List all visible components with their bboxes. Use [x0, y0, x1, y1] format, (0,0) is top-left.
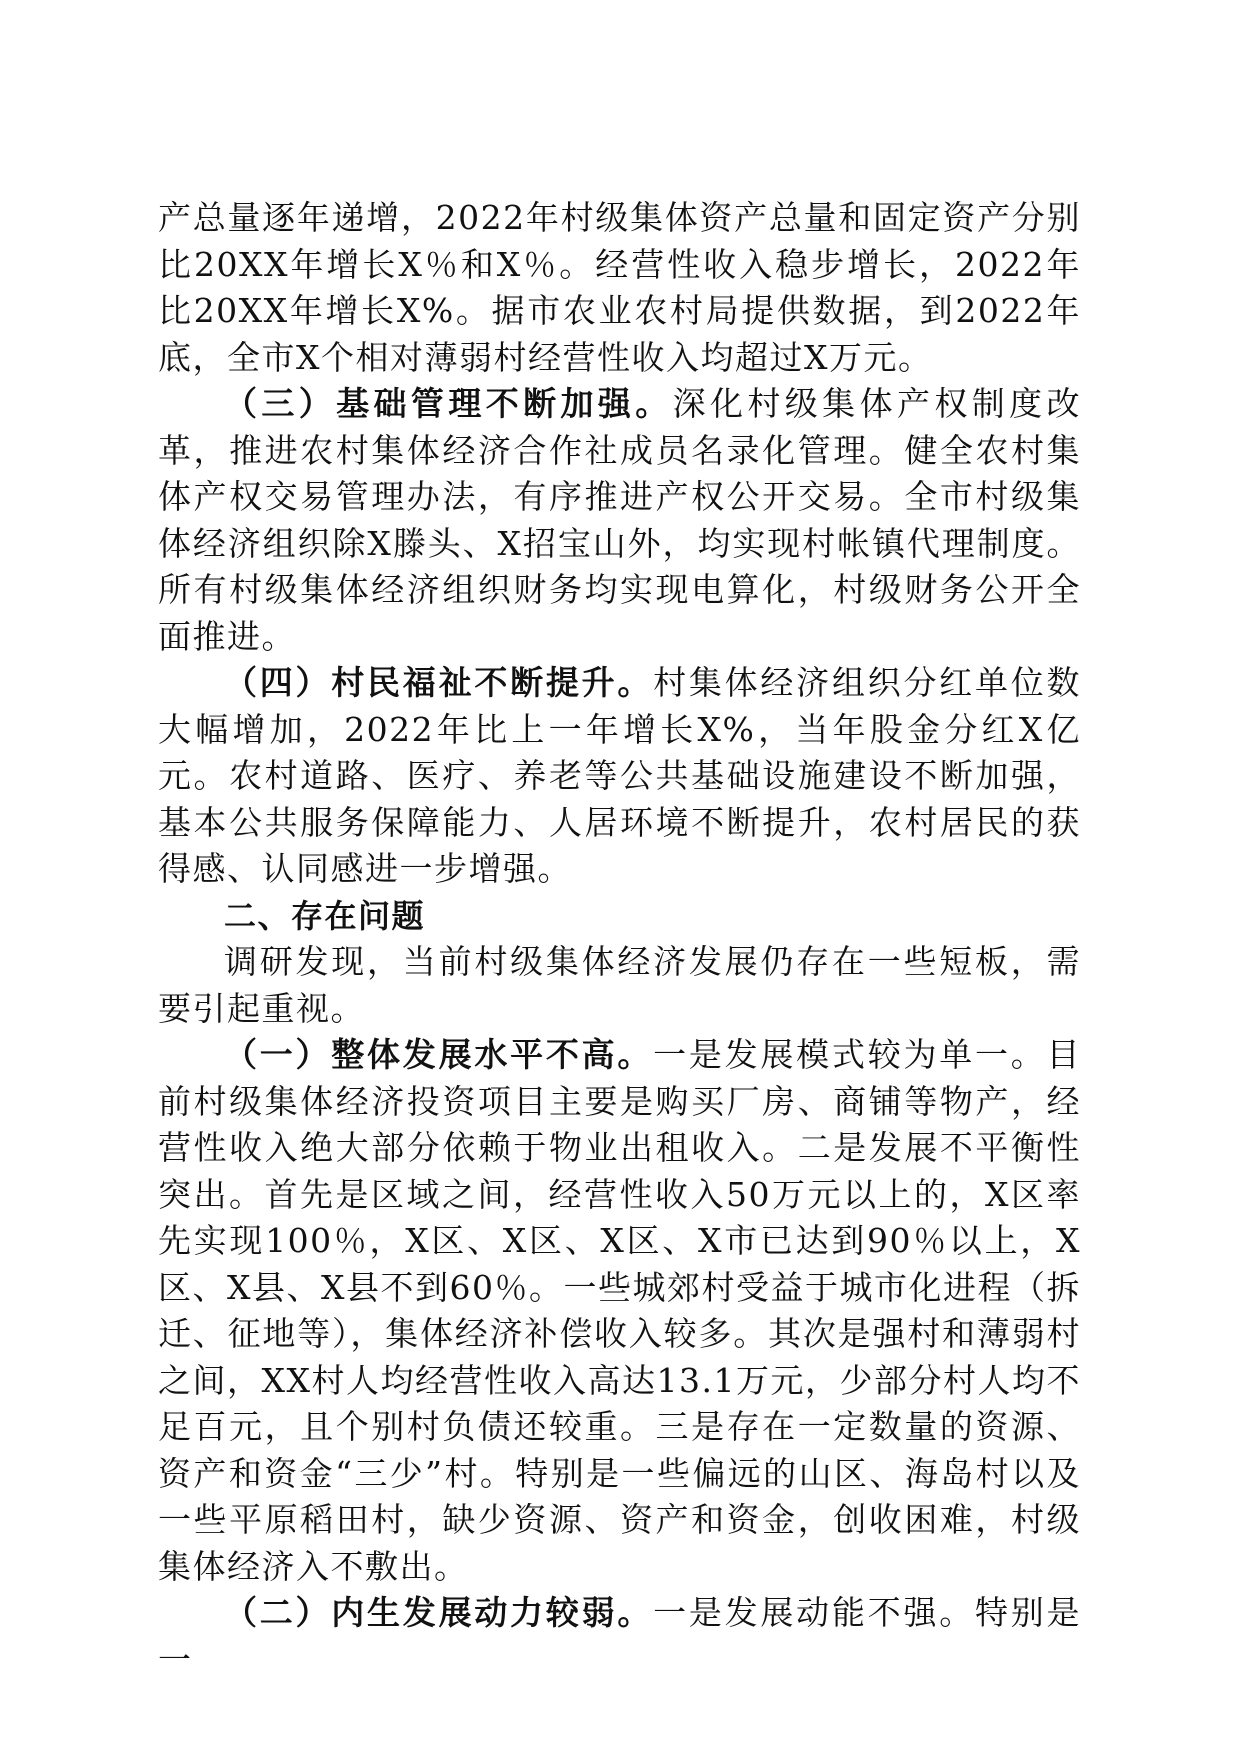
subsection-heading: （二）内生发展动力较弱。 — [224, 1593, 654, 1632]
paragraph-internal-drive — [158, 1590, 1081, 1683]
paragraph-text: 产总量逐年递增，2022年村级集体资产总量和固定资产分别比20XX年增长X％和X％。经营性收入稳步增长，2022年比20XX年增长X%。据市农业农村局提供数据，到2022年底，全市X个相对薄弱村经营性收入均超过X万元。 — [158, 198, 1081, 377]
subsection-heading: （三）基础管理不断加强。 — [224, 384, 673, 423]
subsection-heading: （四）村民福祉不断提升。 — [224, 663, 654, 702]
paragraph-overall-level — [158, 1032, 1081, 1590]
paragraph-text: 一是发展动能不强。特别是一 — [158, 1593, 1082, 1679]
paragraph-text: 村集体经济组织分红单位数大幅增加，2022年比上一年增长X%，当年股金分红X亿元。农村道路、医疗、养老等公共基础设施建设不断加强，基本公共服务保障能力、人居环境不断提升，农村居民的获得感、认同感进一步增强。 — [158, 663, 1082, 888]
paragraph-text: 一是发展模式较为单一。目前村级集体经济投资项目主要是购买厂房、商铺等物产，经营性收入绝大部分依赖于物业出租收入。二是发展不平衡性突出。首先是区域之间，经营性收入50万元以上的，X区率先实现100％，X区、X区、X区、X市已达到90％以上，X区、X县、X县不到60％。一些城郊村受益于城市化进程（拆迁、征地等），集体经济补偿收入较多。其次是强村和薄弱村之间，XX村人均经营性收入高达13.1万元，少部分村人均不足百元，且个别村负债还较重。三是存在一定数量的资源、资产和资金“三少”村。特别是一些偏远的山区、海岛村以及一些平原稻田村，缺少资源、资产和资金，创收困难，村级集体经济入不敷出。 — [158, 1035, 1082, 1586]
subsection-heading: （一）整体发展水平不高。 — [224, 1035, 654, 1074]
paragraph-asset-growth — [158, 195, 1081, 381]
section-title-problems: 二、存在问题 — [224, 896, 426, 935]
paragraph-basic-management — [158, 381, 1081, 660]
paragraph-villager-welfare — [158, 660, 1081, 893]
paragraph-problems-intro — [158, 939, 1081, 1032]
document-page — [158, 195, 1081, 1683]
paragraph-text: 深化村级集体产权制度改革，推进农村集体经济合作社成员名录化管理。健全农村集体产权交易管理办法，有序推进产权公开交易。全市村级集体经济组织除X滕头、X招宝山外，均实现村帐镇代理制度。所有村级集体经济组织财务均实现电算化，村级财务公开全面推进。 — [158, 384, 1082, 656]
paragraph-text: 调研发现，当前村级集体经济发展仍存在一些短板，需要引起重视。 — [158, 942, 1081, 1028]
